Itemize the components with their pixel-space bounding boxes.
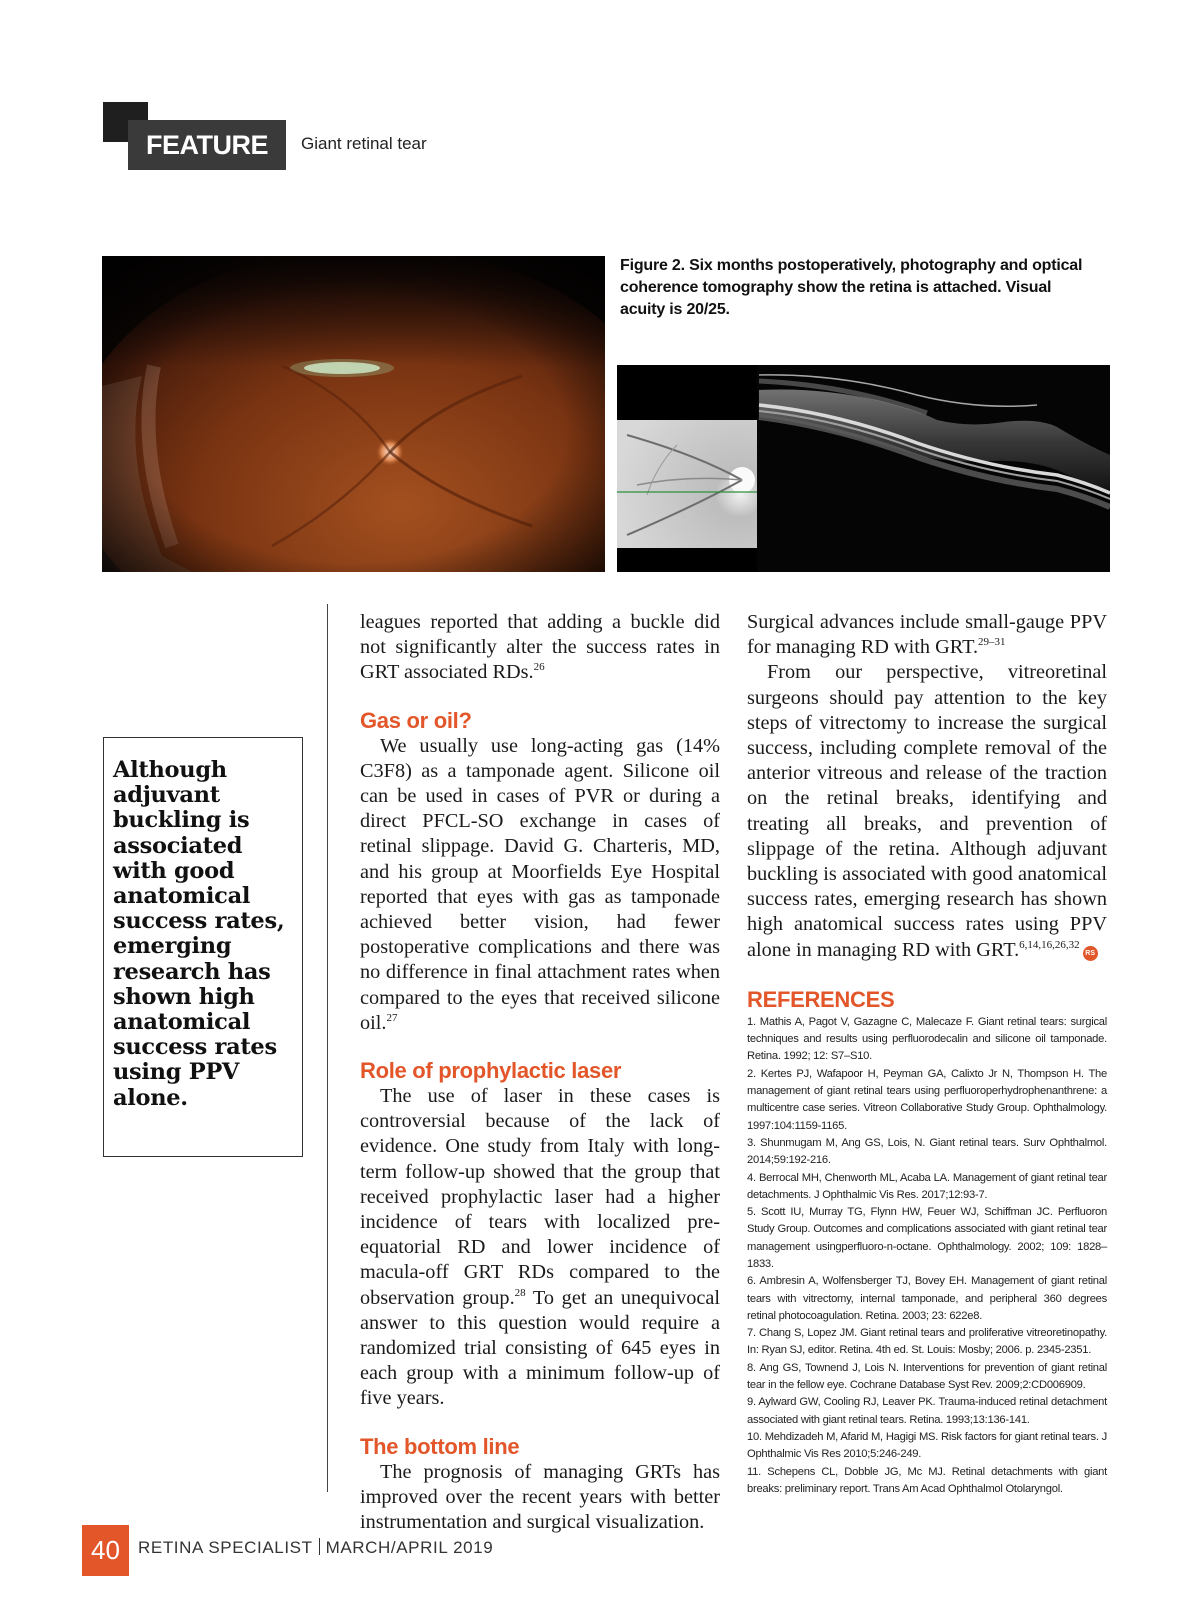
article-topic: Giant retinal tear [301, 134, 427, 153]
publication-name: RETINA SPECIALIST [138, 1538, 313, 1557]
paragraph [747, 660, 1107, 962]
citation: 29–31 [978, 636, 1006, 649]
footer-publication-line [138, 1538, 493, 1558]
paragraph [360, 734, 720, 1036]
reference-item: 11. Schepens CL, Dobble JG, Mc MJ. Retinal detachments with giant breaks: preliminary report. Trans Am Acad Ophthalmol Otolaryngol. [747, 1465, 1107, 1495]
reference-item: 7. Chang S, Lopez JM. Giant retinal tears and proliferative vitreoretinopathy. In: Ryan SJ, editor. Retina. 4th ed. St. Louis: Mosby; 2006. p. 2345-2351. [747, 1327, 1107, 1357]
paragraph-text: leagues reported that adding a buckle did not significantly alter the success rates in GRT associated RDs. [360, 611, 720, 684]
reference-item: 8. Ang GS, Townend J, Lois N. Interventions for prevention of giant retinal tear in the fellow eye. Cochrane Database Syst Rev. 2009;2:CD006909. [747, 1361, 1107, 1392]
paragraph [360, 610, 720, 686]
footer-separator [319, 1538, 320, 1555]
paragraph-text: The use of laser in these cases is controversial because of the lack of evidence. One study from Italy with long-term follow-up showed that the group that received prophylactic laser had a higher incidence of tears with localized pre-equatorial RD and lower incidence of macula-off GRT RDs compared to the observation group. [360, 1085, 720, 1309]
pull-quote-box [103, 737, 303, 1157]
reference-item: 5. Scott IU, Murray TG, Flynn HW, Feuer WJ, Schiffman JC. Perfluoron Study Group. Outcomes and complications associated with giant retinal tear management usingperfluoro-n-octane. Ophthalmology. 2002; 109: 1828–1833. [747, 1206, 1107, 1270]
reference-item: 9. Aylward GW, Cooling RJ, Leaver PK. Trauma-induced retinal detachment associated with giant retinal tears. Retina. 1993;13:136-141. [747, 1396, 1107, 1426]
subheading-gas-or-oil: Gas or oil? [360, 707, 472, 733]
fundus-photo-graphic [102, 256, 605, 572]
paragraph-text: We usually use long-acting gas (14% C3F8) as a tamponade agent. Silicone oil can be used in cases of PVR or during a direct PFCL-SO exchange in cases of retinal slippage. David G. Charteris, MD, and his group at Moorfields Eye Hospital reported that eyes with gas as tamponade achieved better vision, had fewer postoperative complications and there was no difference in final attachment rates when compared to the eyes that received silicone oil. [360, 734, 720, 1034]
figure-caption: Figure 2. Six months postoperatively, photography and optical coherence tomography show the retina is attached. Visual acuity is 20/25. [620, 257, 1083, 318]
references-section [747, 987, 1107, 1498]
fundus-photo [102, 256, 605, 572]
pull-quote-text: Although adjuvant buckling is associated with good anatomical success rates, emerging research has shown high anatomical success rates using PPV alone. [113, 757, 285, 1111]
references-list [747, 1014, 1107, 1498]
section-label: FEATURE [128, 120, 286, 170]
reference-item: 3. Shunmugam M, Ang GS, Lois, N. Giant retinal tears. Surv Ophthalmol. 2014;59:192-216. [747, 1136, 1107, 1167]
references-heading: REFERENCES [747, 986, 895, 1012]
reference-item: 10. Mehdizadeh M, Afarid M, Hagigi MS. Risk factors for giant retinal tears. J Ophthalmic Vis Res 2010;5:246-249. [747, 1430, 1107, 1461]
subheading-bottom-line: The bottom line [360, 1433, 520, 1459]
oct-image [617, 365, 1110, 572]
paragraph-text: Surgical advances include small-gauge PPV for managing RD with GRT. [747, 611, 1107, 659]
citation: 28 [514, 1286, 526, 1299]
paragraph [360, 1460, 720, 1536]
body-column-2 [747, 610, 1107, 1498]
end-mark-icon: RS [1083, 946, 1098, 961]
paragraph [747, 610, 1107, 660]
oct-image-graphic [617, 365, 1110, 572]
paragraph-text: The prognosis of managing GRTs has improved over the recent years with better instrumentation and surgical visualization. [360, 1460, 720, 1534]
citation: 26 [533, 661, 545, 674]
reference-item: 2. Kertes PJ, Wafapoor H, Peyman GA, Calixto Jr N, Thompson H. The management of giant retinal tears using perfluoroperhydrophenanthrene: a multicentre case series. Vitreon Collaborative Study Group. Ophthalmology. 1997:104:1159-1165. [747, 1067, 1107, 1132]
column-divider [327, 604, 328, 1492]
citation: 6,14,16,26,32 [1019, 938, 1080, 951]
subheading-prophylactic-laser: Role of prophylactic laser [360, 1058, 622, 1084]
reference-item: 1. Mathis A, Pagot V, Gazagne C, Malecaze F. Giant retinal tears: surgical techniques and results using perfluorodecalin and silicone oil tamponade. Retina. 1992; 12: S7–S10. [747, 1015, 1107, 1063]
paragraph-text: To get an unequivocal answer to this question would require a randomized trial consisting of 645 eyes in each group with a minimum follow-up of five years. [360, 1286, 720, 1410]
page-number: 40 [82, 1525, 129, 1576]
citation: 27 [386, 1012, 398, 1025]
issue-date: MARCH/APRIL 2019 [325, 1538, 494, 1557]
paragraph-text: From our perspective, vitreoretinal surgeons should pay attention to the key steps of vitrectomy to increase the surgical success, including complete removal of the anterior vitreous and release of the traction on the retinal breaks, identifying and treating all breaks, and prevention of slippage of the retina. Although adjuvant buckling is associated with good anatomical success rates, emerging research has shown high anatomical success rates using PPV alone in managing RD with GRT. [747, 661, 1107, 961]
body-column-1 [360, 610, 720, 1535]
reference-item: 6. Ambresin A, Wolfensberger TJ, Bovey EH. Management of giant retinal tears with vitrectomy, internal tamponade, and peripheral 360 degrees retinal photocoagulation. Retina. 2003; 23: 622e8. [747, 1275, 1107, 1322]
reference-item: 4. Berrocal MH, Chenworth ML, Acaba LA. Management of giant retinal tear detachments. J Ophthalmic Vis Res. 2017;12:93-7. [747, 1171, 1107, 1201]
paragraph [360, 1084, 720, 1412]
